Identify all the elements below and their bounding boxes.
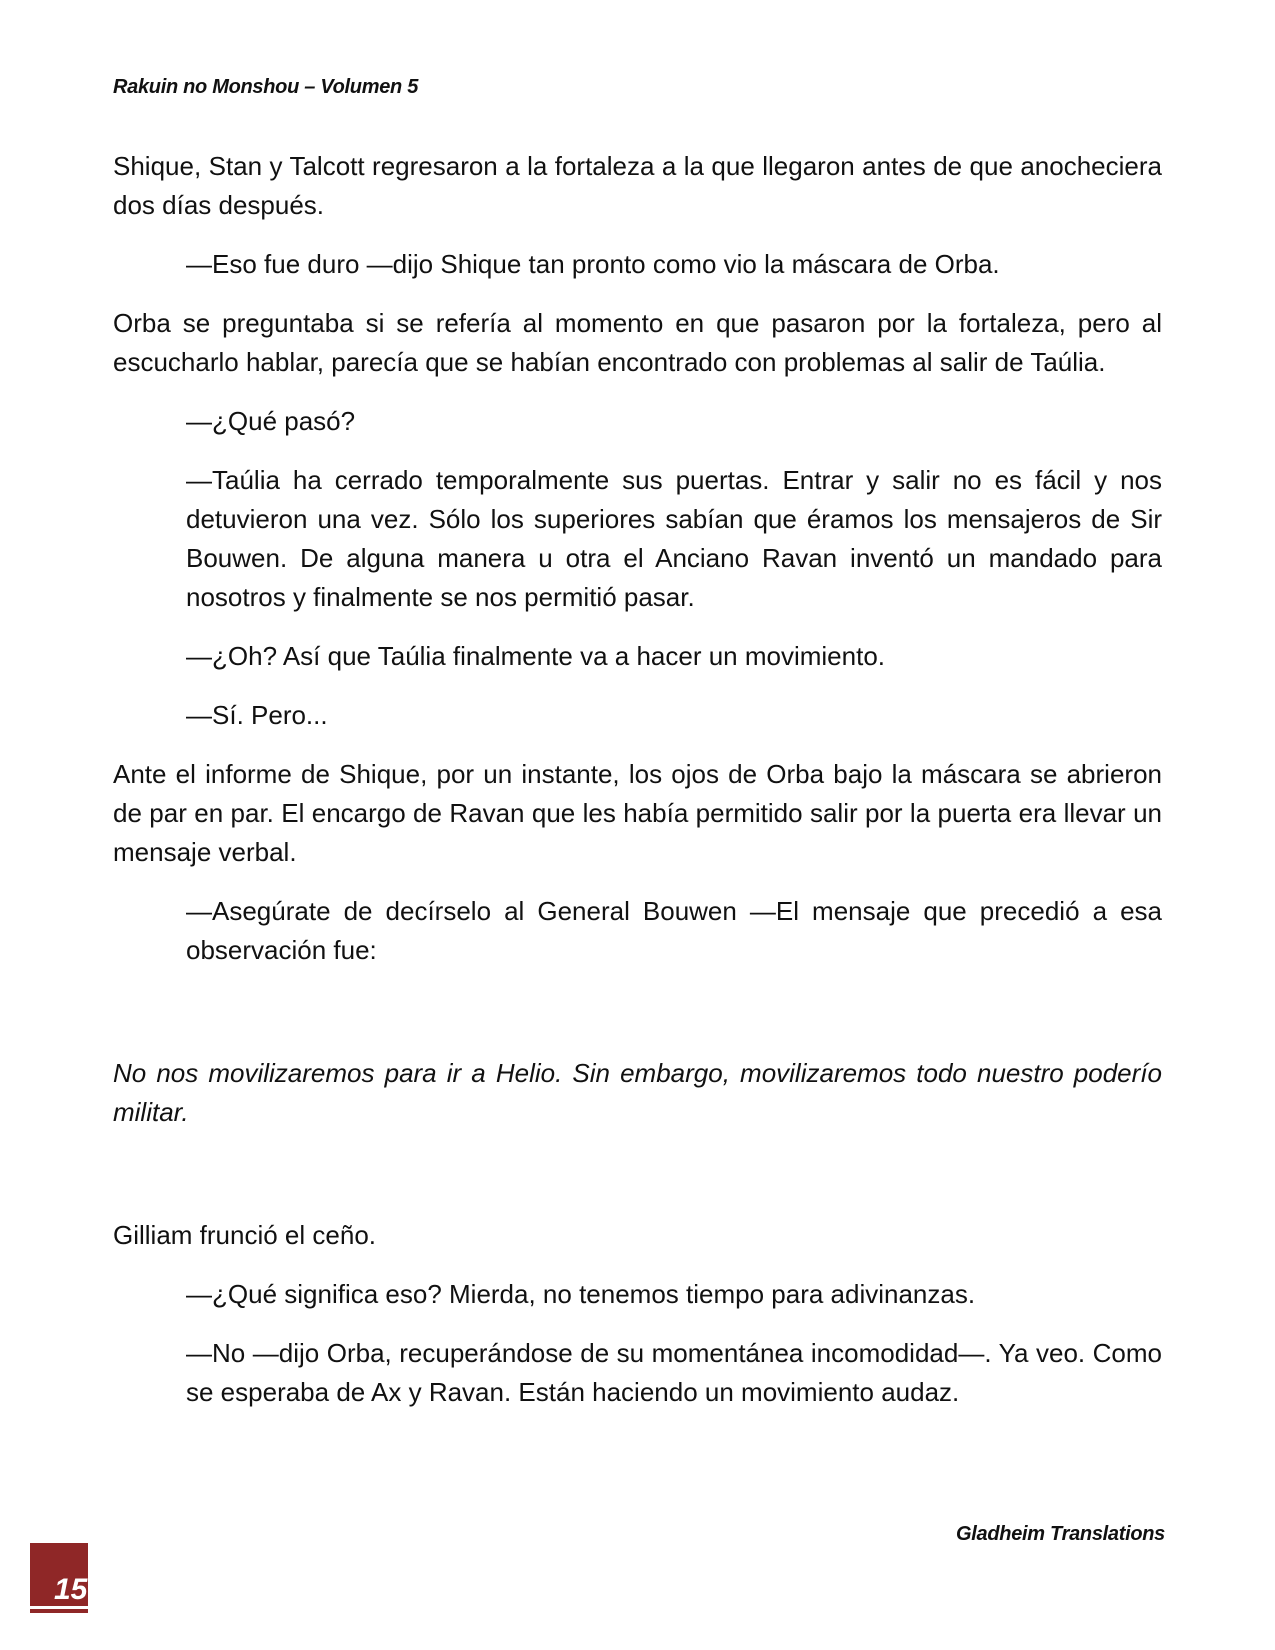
paragraph: Shique, Stan y Talcott regresaron a la fortaleza a la que llegaron antes de que anocheciera dos días después. (113, 151, 1162, 220)
paragraph: Ante el informe de Shique, por un instante, los ojos de Orba bajo la máscara se abrieron de par en par. El encargo de Ravan que les había permitido salir por la puerta era llevar un mensaje verbal. (113, 759, 1162, 867)
page-number-underline (30, 1606, 88, 1609)
italic-message-paragraph: No nos movilizaremos para ir a Helio. Sin embargo, movilizaremos todo nuestro poderío militar. (113, 1058, 1162, 1127)
page-number: 15 (54, 1573, 88, 1606)
footer-credit: Gladheim Translations (956, 1523, 1165, 1545)
dialogue-paragraph: —Taúlia ha cerrado temporalmente sus puertas. Entrar y salir no es fácil y nos detuvieron una vez. Sólo los superiores sabían que éramos los mensajeros de Sir Bouwen. De alguna manera u otra el Anciano Ravan inventó un mandado para nosotros y finalmente se nos permitió pasar. (186, 465, 1162, 612)
dialogue-paragraph: —Asegúrate de decírselo al General Bouwen —El mensaje que precedió a esa observación fue: (186, 896, 1162, 965)
paragraph: Orba se preguntaba si se refería al momento en que pasaron por la fortaleza, pero al escucharlo hablar, parecía que se habían encontrado con problemas al salir de Taúlia. (113, 308, 1162, 377)
dialogue-paragraph: —¿Qué pasó? (186, 406, 356, 436)
running-header-title: Rakuin no Monshou – Volumen 5 (113, 76, 419, 98)
dialogue-paragraph: —¿Oh? Así que Taúlia finalmente va a hacer un movimiento. (186, 641, 886, 671)
paragraph: Gilliam frunció el ceño. (113, 1220, 376, 1250)
dialogue-paragraph: —Eso fue duro —dijo Shique tan pronto como vio la máscara de Orba. (186, 249, 1000, 279)
section-spacer (113, 1152, 1162, 1216)
dialogue-paragraph: —¿Qué significa eso? Mierda, no tenemos tiempo para adivinanzas. (186, 1279, 976, 1309)
page-body (113, 147, 1162, 1432)
dialogue-paragraph: —Sí. Pero... (186, 700, 328, 730)
dialogue-paragraph: —No —dijo Orba, recuperándose de su momentánea incomodidad—. Ya veo. Como se esperaba de Ax y Ravan. Están haciendo un movimiento audaz. (186, 1338, 1162, 1407)
section-spacer (113, 990, 1162, 1054)
